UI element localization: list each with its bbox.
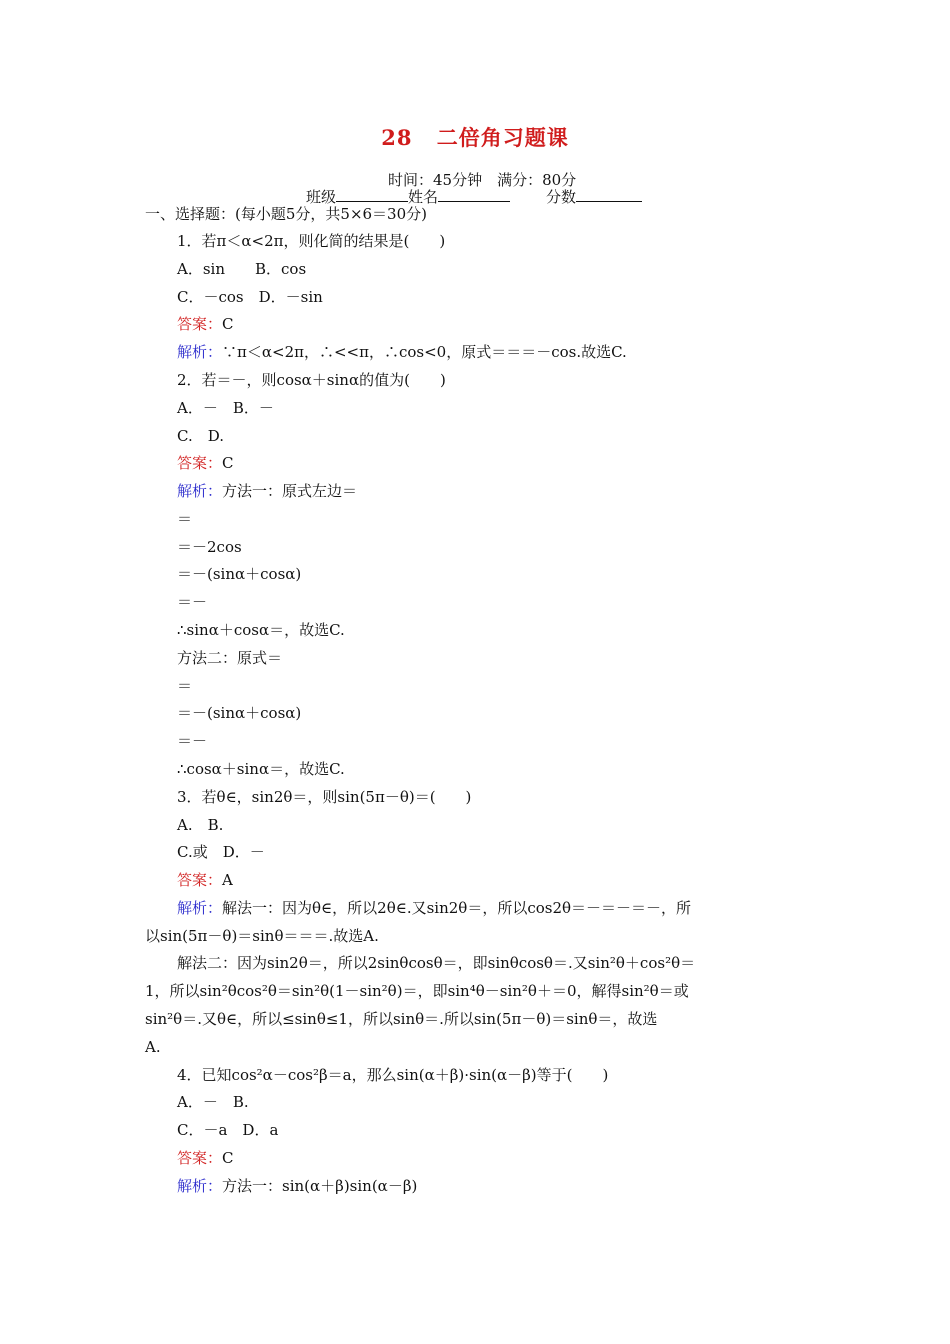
analysis-method-2: 方法二：原式＝ [177,649,283,667]
answer-label: 答案： [177,871,223,889]
answer-label: 答案： [177,315,223,333]
analysis-step: ∴sinα＋cosα＝，故选C. [177,621,345,639]
analysis-step: ＝－(sinα＋cosα) [177,704,302,722]
answer-value: C [222,315,234,333]
answer-label: 答案： [177,1149,223,1167]
answer-value: C [222,1149,234,1167]
class-label: 班级 [306,188,337,206]
question-1-options-cd: C．－cos D．－sin [177,288,323,306]
question-3-answer [177,870,233,890]
analysis-step: ＝－ [177,732,208,750]
analysis-step: ＝－2cos [177,538,242,556]
analysis-label: 解析： [177,899,223,917]
question-3-analysis [177,898,691,918]
analysis-step: ＝－ [177,593,208,611]
analysis-continuation: A. [145,1038,161,1056]
analysis-method-2: 解法二：因为sin2θ＝，所以2sinθcosθ＝，即sinθcosθ＝.又sin²θ＋cos²θ＝ [177,954,696,972]
analysis-label: 解析： [177,1177,223,1195]
question-3-options-ab: A. B. [177,816,224,834]
answer-label: 答案： [177,454,223,472]
lesson-number: 28 [381,125,413,150]
analysis-step: ＝ [177,677,193,695]
question-2: 2．若＝－，则cosα＋sinα的值为( ) [177,371,446,389]
analysis-step: ＝－(sinα＋cosα) [177,565,302,583]
question-4-answer [177,1148,234,1168]
score-blank[interactable] [576,187,642,202]
analysis-label: 解析： [177,482,223,500]
analysis-step: ∴cosα＋sinα＝，故选C. [177,760,345,778]
analysis-step: ＝ [177,510,193,528]
lesson-name: 二倍角习题课 [436,125,569,150]
score-label: 分数 [546,188,577,206]
analysis-continuation: 以sin(5π－θ)＝sinθ＝＝＝.故选A. [145,927,379,945]
answer-value: C [222,454,234,472]
analysis-continuation: sin²θ＝.又θ∈，所以≤sinθ≤1，所以sinθ＝.所以sin(5π－θ)＝sinθ＝，故选 [145,1010,658,1028]
section-title: 一、选择题：(每小题5分，共5×6＝30分) [145,205,427,223]
question-4-options-cd: C．－a D．a [177,1121,279,1139]
question-3-options-cd: C.或 D．－ [177,843,265,861]
question-2-analysis [177,481,357,501]
analysis-text: 解法一：因为θ∈，所以2θ∈.又sin2θ＝，所以cos2θ＝－＝－＝－，所 [222,899,692,917]
question-1-answer [177,314,234,334]
question-3: 3．若θ∈，sin2θ＝，则sin(5π－θ)＝( ) [177,788,472,806]
name-blank[interactable] [438,187,510,202]
analysis-text: 方法一：原式左边＝ [222,482,358,500]
question-2-options-cd: C. D. [177,427,224,445]
question-4-options-ab: A．－ B. [177,1093,249,1111]
question-4-analysis [177,1176,417,1196]
question-2-answer [177,453,234,473]
lesson-title [0,122,950,152]
question-1-options-ab: A．sin B．cos [177,260,307,278]
question-1: 1．若π＜α<2π，则化简的结果是( ) [177,232,446,250]
question-2-options-ab: A．－ B．－ [177,399,274,417]
time-info: 时间：45分钟 满分：80分 [388,171,577,189]
class-blank[interactable] [336,187,408,202]
analysis-text: 方法一：sin(α＋β)sin(α－β) [222,1177,418,1195]
analysis-continuation: 1，所以sin²θcos²θ＝sin²θ(1－sin²θ)＝，即sin⁴θ－sin²θ＋＝0，解得sin²θ＝或 [145,982,689,1000]
analysis-label: 解析： [177,343,223,361]
answer-value: A [222,871,233,889]
name-label: 姓名 [408,188,439,206]
question-4: 4．已知cos²α－cos²β＝a，那么sin(α＋β)·sin(α－β)等于( ) [177,1066,609,1084]
analysis-text: ∵π＜α<2π，∴<<π，∴cos<0，原式＝＝＝－cos.故选C. [222,343,627,361]
question-1-analysis [177,342,627,362]
